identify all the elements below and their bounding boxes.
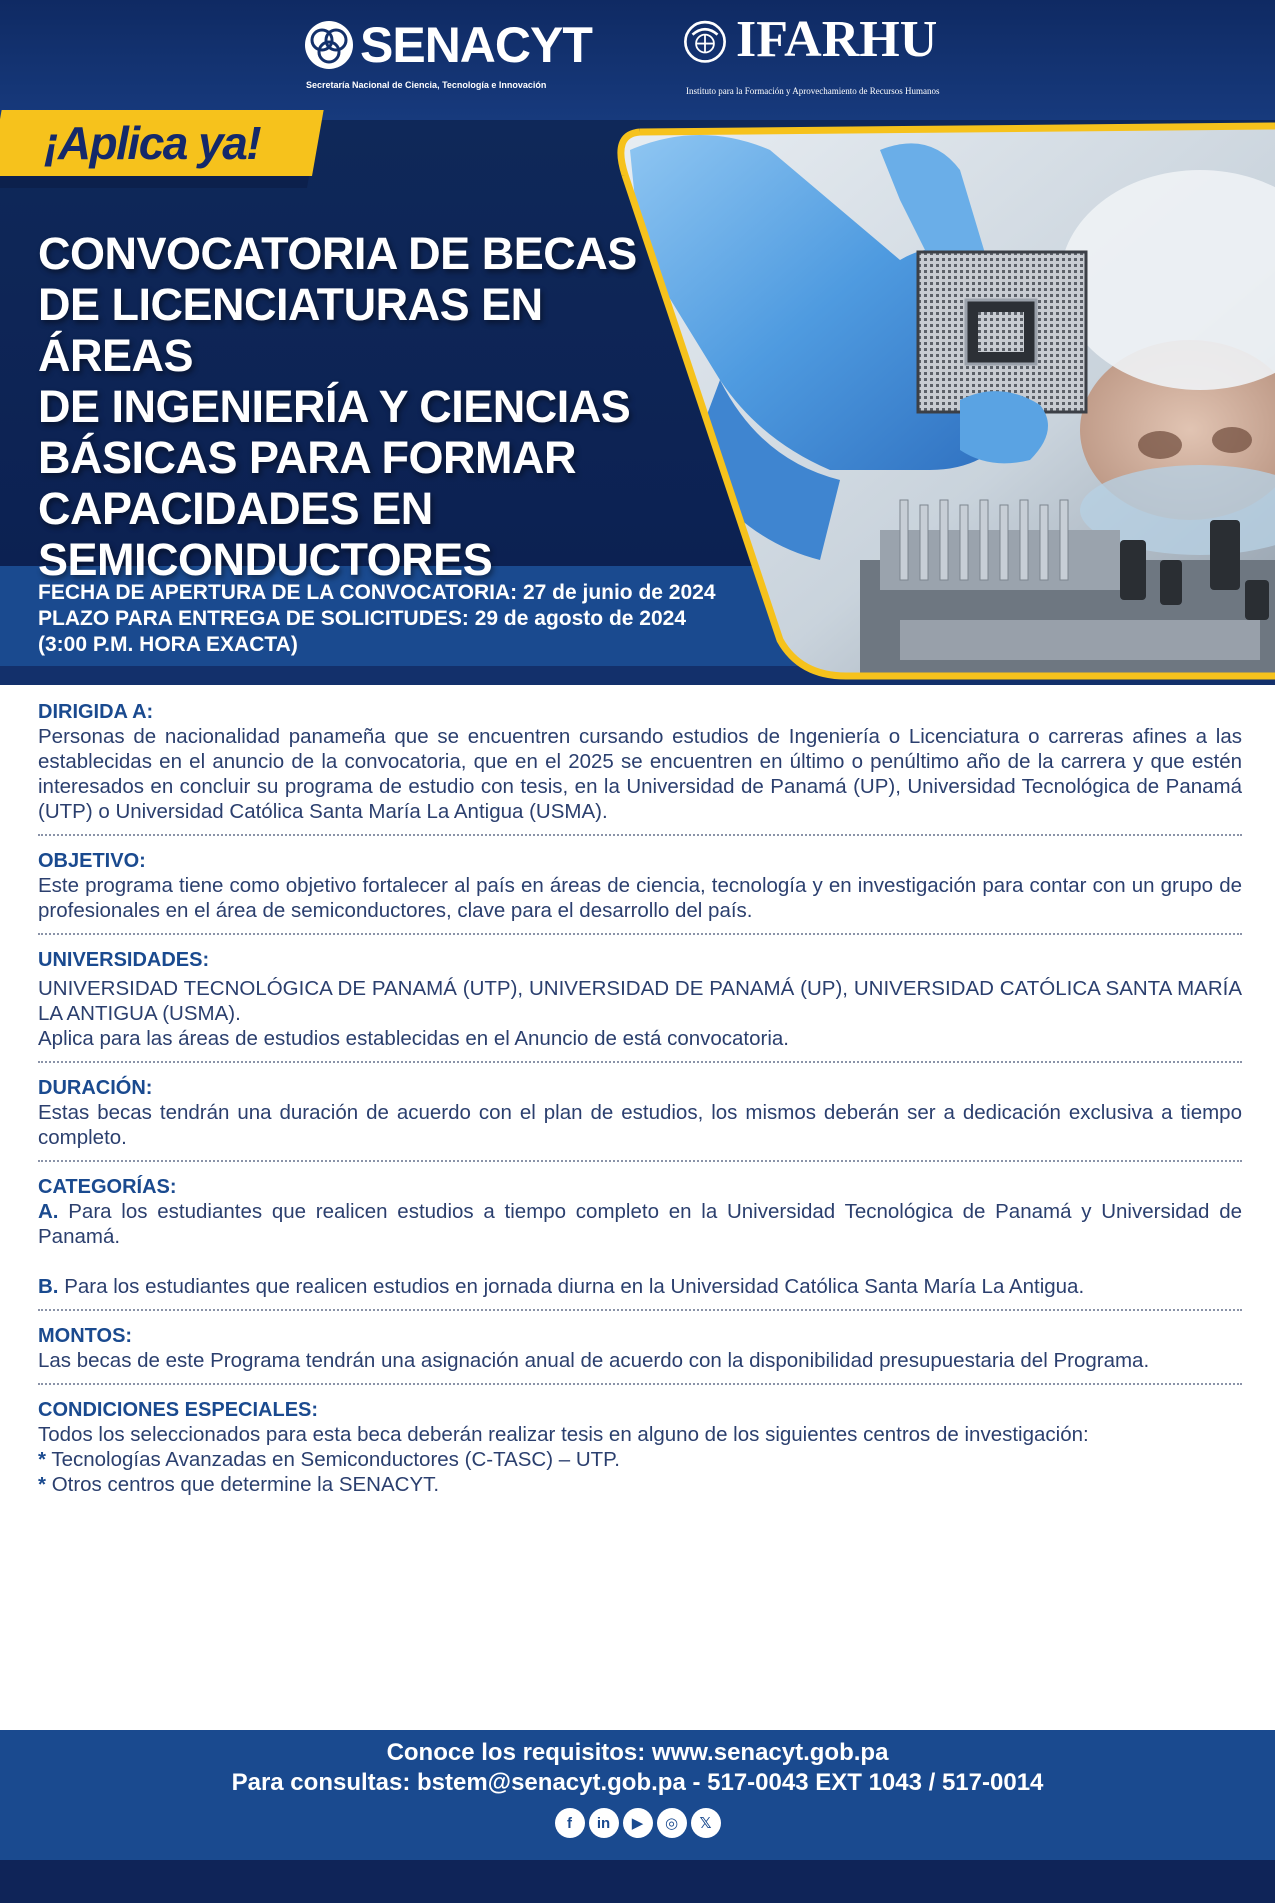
bullet-star: *	[38, 1448, 46, 1471]
bullet-star: *	[38, 1473, 46, 1496]
requirements-link[interactable]: Conoce los requisitos: www.senacyt.gob.pa	[386, 1739, 889, 1766]
category-a	[38, 1199, 1242, 1249]
senacyt-name: SENACYT	[360, 17, 592, 73]
section-duracion	[38, 1076, 1242, 1162]
apply-tag-shadow	[0, 176, 309, 188]
facebook-icon[interactable]: f	[555, 1808, 585, 1838]
section-title: CONDICIONES ESPECIALES:	[38, 1399, 319, 1421]
section-text: Todos los seleccionados para esta beca deberán realizar tesis en alguno de los siguientes centros de investigación:	[38, 1423, 1089, 1446]
title-line: DE LICENCIATURAS EN ÁREAS	[38, 279, 543, 381]
title-line: CAPACIDADES EN	[38, 483, 433, 534]
section-note: Aplica para las áreas de estudios establecidas en el Anuncio de está convocatoria.	[38, 1027, 790, 1050]
ifarhu-subtitle: Instituto para la Formación y Aprovechamiento de Recursos Humanos	[686, 86, 940, 96]
category-a-label: A.	[38, 1200, 59, 1223]
title-line: BÁSICAS PARA FORMAR	[38, 432, 576, 483]
section-text: Personas de nacionalidad panameña que se encuentren cursando estudios de Ingeniería o Licenciatura o carreras afines a las establecidas en el anuncio de la convocatoria, que en el 2025 se encuentren en último o penúltimo año de la carrera y que estén interesados en concluir su programa de estudio con tesis, en la Universidad de Panamá (UP), Universidad Tecnológica de Panamá (UTP) o Universidad Católica Santa María La Antigua (USMA).	[38, 725, 1242, 823]
list-item	[38, 1472, 1242, 1497]
category-b	[38, 1274, 1242, 1299]
page-title	[38, 228, 678, 585]
section-text: Estas becas tendrán una duración de acuerdo con el plan de estudios, los mismos deberán ser a dedicación exclusiva a tiempo completo.	[38, 1101, 1242, 1149]
section-title: MONTOS:	[38, 1325, 133, 1347]
senacyt-emblem-icon	[304, 20, 354, 70]
list-item-text: Tecnologías Avanzadas en Semiconductores (C-TASC) – UTP.	[51, 1448, 620, 1471]
section-text: Este programa tiene como objetivo fortalecer al país en áreas de ciencia, tecnología y en investigación para contar con un grupo de profesionales en el área de semiconductores, clave para el desarrollo del país.	[38, 874, 1242, 922]
list-item-text: Otros centros que determine la SENACYT.	[51, 1473, 440, 1496]
section-categorias	[38, 1175, 1242, 1311]
section-title: DURACIÓN:	[38, 1077, 153, 1099]
paragraph-gap	[38, 1249, 1242, 1274]
section-title: UNIVERSIDADES:	[38, 949, 210, 971]
title-line: DE INGENIERÍA Y CIENCIAS	[38, 381, 631, 432]
senacyt-logo	[304, 17, 592, 73]
section-title: CATEGORÍAS:	[38, 1176, 177, 1198]
category-a-text: Para los estudiantes que realicen estudios a tiempo completo en la Universidad Tecnológica de Panamá y Universidad de Panamá.	[38, 1200, 1243, 1248]
title-line: CONVOCATORIA DE BECAS	[38, 228, 637, 279]
content-body	[38, 700, 1242, 1520]
youtube-icon[interactable]: ▶	[623, 1808, 653, 1838]
list-item	[38, 1447, 1242, 1472]
section-text: UNIVERSIDAD TECNOLÓGICA DE PANAMÁ (UTP), UNIVERSIDAD DE PANAMÁ (UP), UNIVERSIDAD CATÓLICA SANTA MARÍA LA ANTIGUA (USMA).	[38, 977, 1242, 1025]
contact-info[interactable]: Para consultas: bstem@senacyt.gob.pa - 517-0043 EXT 1043 / 517-0014	[231, 1769, 1044, 1796]
deadline-date: PLAZO PARA ENTREGA DE SOLICITUDES: 29 de agosto de 2024	[38, 607, 686, 630]
senacyt-subtitle: Secretaría Nacional de Ciencia, Tecnología e Innovación	[306, 80, 547, 90]
instagram-icon[interactable]: ◎	[657, 1808, 687, 1838]
section-title: DIRIGIDA A:	[38, 701, 154, 723]
social-links	[0, 1808, 1275, 1838]
ifarhu-emblem-icon	[680, 15, 730, 65]
section-universidades	[38, 948, 1242, 1063]
category-b-text: Para los estudiantes que realicen estudios en jornada diurna en la Universidad Católica Santa María La Antigua.	[64, 1275, 1085, 1298]
section-title: OBJETIVO:	[38, 850, 146, 872]
bottom-bar	[0, 1860, 1275, 1903]
deadline-time: (3:00 P.M. HORA EXACTA)	[38, 633, 298, 656]
dates-block	[38, 580, 716, 658]
title-line: SEMICONDUCTORES	[38, 534, 493, 585]
apply-tag-text: ¡Aplica ya!	[44, 117, 261, 169]
section-montos	[38, 1324, 1242, 1385]
ifarhu-name: IFARHU	[736, 11, 938, 68]
linkedin-icon[interactable]: in	[589, 1808, 619, 1838]
section-condiciones	[38, 1398, 1242, 1507]
x-icon[interactable]: 𝕏	[691, 1808, 721, 1838]
category-b-label: B.	[38, 1275, 59, 1298]
section-objetivo	[38, 849, 1242, 935]
section-text: Las becas de este Programa tendrán una asignación anual de acuerdo con la disponibilidad presupuestaria del Programa.	[38, 1349, 1150, 1372]
section-dirigida	[38, 700, 1242, 836]
ifarhu-logo	[680, 11, 938, 68]
opening-date: FECHA DE APERTURA DE LA CONVOCATORIA: 27 de junio de 2024	[38, 581, 716, 604]
footer	[0, 1730, 1275, 1860]
